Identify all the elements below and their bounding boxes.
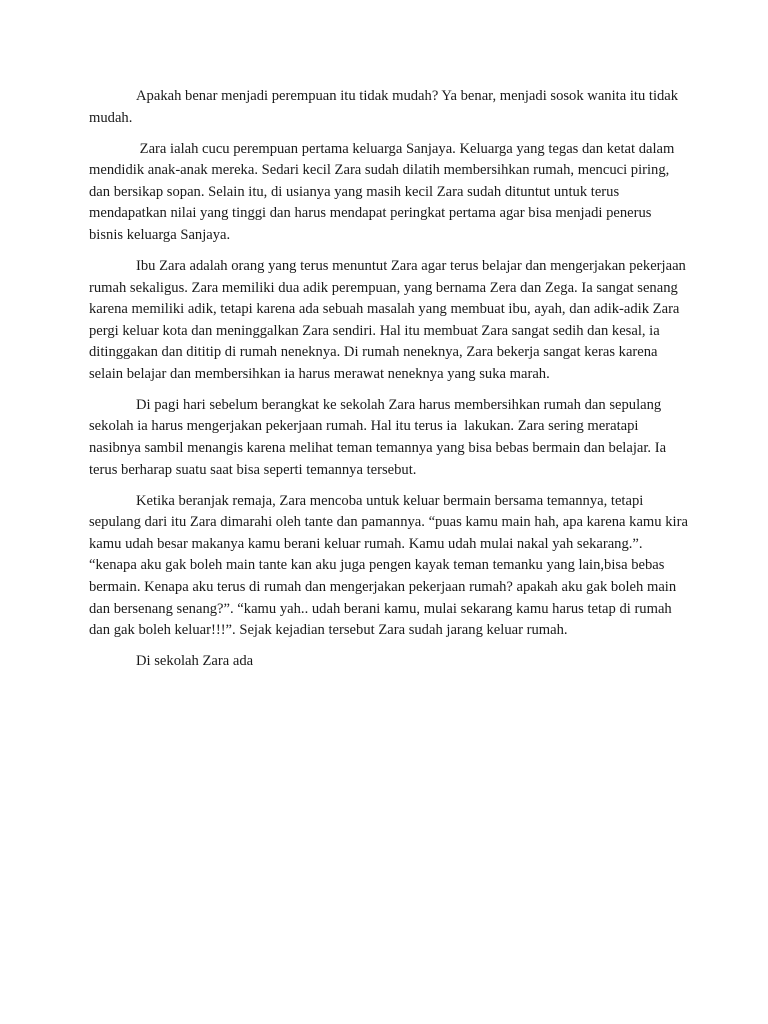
paragraph-3: Ibu Zara adalah orang yang terus menuntut Zara agar terus belajar dan mengerjakan pekerjaan rumah sekaligus. Zara memiliki dua adik perempuan, yang bernama Zera dan Zega. Ia sangat senang karena memiliki adik, tetapi karena ada sebuah masalah yang membuat ibu, ayah, dan adik-adik Zara pergi keluar kota dan meninggalkan Zara sendiri. Hal itu membuat Zara sangat sedih dan kesal, ia ditinggakan dan dititip di rumah neneknya. Di rumah neneknya, Zara bekerja sangat keras karena selain belajar dan membersihkan ia harus merawat neneknya yang suka marah.: [89, 257, 690, 382]
document-body: [89, 86, 692, 682]
paragraph-5: Ketika beranjak remaja, Zara mencoba untuk keluar bermain bersama temannya, tetapi sepulang dari itu Zara dimarahi oleh tante dan pamannya. “puas kamu main hah, apa karena kamu kira kamu udah besar makanya kamu berani keluar rumah. Kamu udah mulai nakal yah sekarang.”. “kenapa aku gak boleh main tante kan aku juga pengen kayak teman temanku yang lain,bisa bebas bermain. Kenapa aku terus di rumah dan mengerjakan pekerjaan rumah? apakah aku gak boleh main dan bersenang senang?”. “kamu yah.. udah berani kamu, mulai sekarang kamu harus tetap di rumah dan gak boleh keluar!!!”. Sejak kejadian tersebut Zara sudah jarang keluar rumah.: [89, 492, 692, 639]
paragraph-4: Di pagi hari sebelum berangkat ke sekolah Zara harus membersihkan rumah dan sepulang sekolah ia harus mengerjakan pekerjaan rumah. Hal itu terus ia lakukan. Zara sering meratapi nasibnya sambil menangis karena melihat teman temannya yang bisa bebas bermain dan belajar. Ia terus berharap suatu saat bisa seperti temannya tersebut.: [89, 396, 670, 478]
paragraph-6: Di sekolah Zara ada: [136, 653, 254, 670]
paragraph-1: Apakah benar menjadi perempuan itu tidak mudah? Ya benar, menjadi sosok wanita itu tidak mudah.: [89, 88, 682, 126]
paragraph-2: Zara ialah cucu perempuan pertama keluarga Sanjaya. Keluarga yang tegas dan ketat dalam mendidik anak-anak mereka. Sedari kecil Zara sudah dilatih membersihkan rumah, mencuci piring, dan bersikap sopan. Selain itu, di usianya yang masih kecil Zara sudah dituntut untuk terus mendapatkan nilai yang tinggi dan harus mendapat peringkat pertama agar bisa menjadi penerus bisnis keluarga Sanjaya.: [89, 140, 679, 243]
